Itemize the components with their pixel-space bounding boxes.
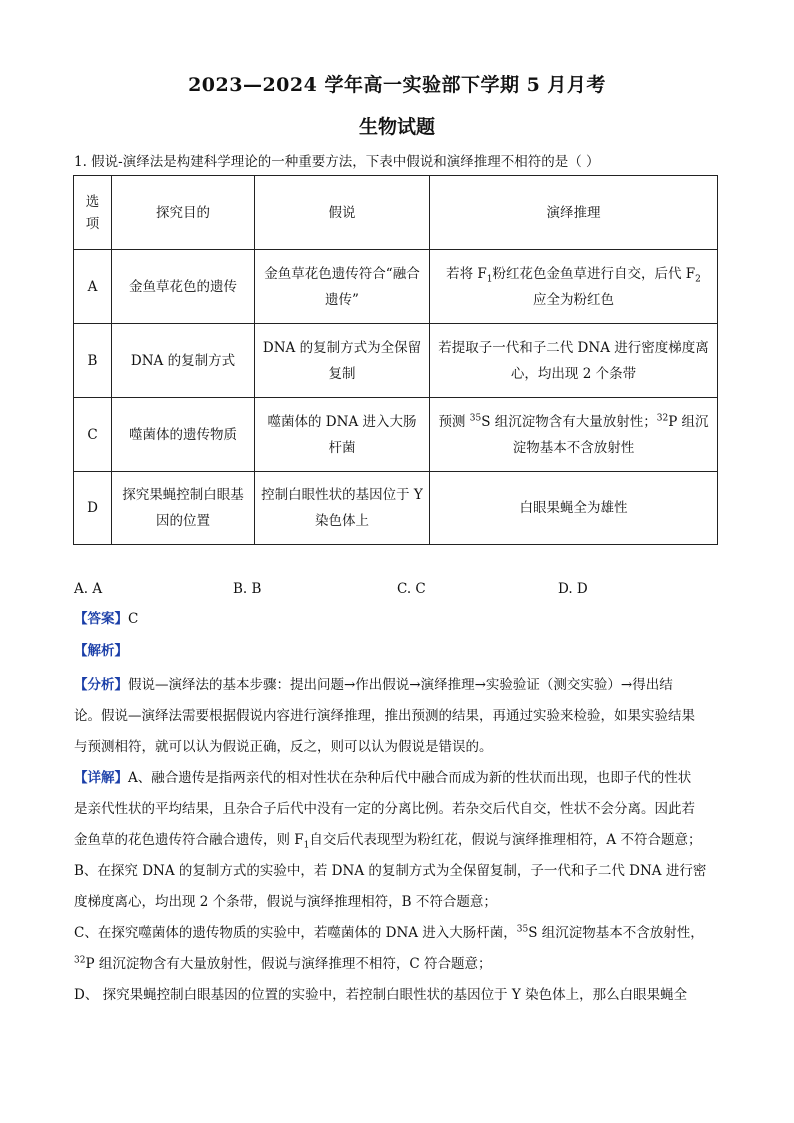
detail-text: A、融合遗传是指两亲代的相对性状在杂种后代中融合而成为新的性状而出现，也即子代的性状 bbox=[128, 770, 692, 786]
question-stem: 1. 假说-演绎法是构建科学理论的一种重要方法，下表中假说和演绎推理不相符的是（ ） bbox=[74, 154, 600, 170]
cell-option: A bbox=[74, 250, 112, 324]
subscript: 1 bbox=[486, 274, 493, 285]
header-option: 选项 bbox=[85, 193, 100, 232]
detail-text: 自交后代表现型为粉红花，假说与演绎推理相符，A 不符合题意； bbox=[309, 832, 702, 848]
cell-purpose: 金鱼草花色的遗传 bbox=[112, 250, 255, 324]
fenxi-line-1 bbox=[74, 670, 722, 701]
detail-line-8: D、 探究果蝇控制白眼基因的位置的实验中，若控制白眼性状的基因位于 Y 染色体上，那么白眼果蝇全 bbox=[74, 987, 688, 1003]
superscript: 35 bbox=[469, 413, 482, 423]
deduction-part: P 组沉淀物基本不含放射性 bbox=[512, 413, 709, 456]
superscript: 32 bbox=[656, 413, 669, 423]
detail-line-4: B、在探究 DNA 的复制方式的实验中，若 DNA 的复制方式为全保留复制，子一代和子二代 DNA 进行密 bbox=[74, 863, 707, 879]
fenxi-line-3: 与预测相符，就可以认为假说正确，反之，则可以认为假说是错误的。 bbox=[74, 739, 493, 755]
cell-deduction: 若提取子一代和子二代 DNA 进行密度梯度离心，均出现 2 个条带 bbox=[430, 324, 718, 398]
superscript: 35 bbox=[516, 924, 529, 935]
detail-text: S 组沉淀物基本不含放射性， bbox=[528, 925, 704, 941]
table-row bbox=[74, 472, 718, 545]
table-row bbox=[74, 398, 718, 472]
detail-tag: 【详解】 bbox=[74, 770, 128, 786]
detail-text: 金鱼草的花色遗传符合融合遗传，则 F bbox=[74, 832, 304, 848]
cell-deduction: 白眼果蝇全为雄性 bbox=[430, 472, 718, 545]
cell-deduction bbox=[430, 398, 718, 472]
fenxi-tag: 【分析】 bbox=[74, 677, 128, 693]
subscript: 1 bbox=[303, 840, 310, 851]
table-header-row bbox=[74, 176, 718, 250]
option-b: B. B bbox=[233, 581, 262, 597]
deduction-part: S 组沉淀物含有大量放射性； bbox=[481, 413, 657, 430]
table-header-cell: 假说 bbox=[255, 176, 430, 250]
detail-line-6 bbox=[74, 918, 722, 949]
analysis-tag: 【解析】 bbox=[74, 643, 128, 659]
question-table bbox=[73, 175, 718, 545]
page-title: 2023—2024 学年高一实验部下学期 5 月月考 bbox=[188, 74, 606, 96]
deduction-part: 应全为粉红色 bbox=[533, 291, 614, 308]
option-d: D. D bbox=[558, 581, 588, 597]
cell-hypothesis: 金鱼草花色遗传符合“融合遗传” bbox=[255, 250, 430, 324]
detail-line-5: 度梯度离心，均出现 2 个条带，假说与演绎推理相符，B 不符合题意； bbox=[74, 894, 497, 910]
table-header-cell: 探究目的 bbox=[112, 176, 255, 250]
table-row bbox=[74, 250, 718, 324]
answer-value: C bbox=[128, 611, 139, 627]
cell-purpose: 探究果蝇控制白眼基因的位置 bbox=[112, 472, 255, 545]
cell-purpose: 噬菌体的遗传物质 bbox=[112, 398, 255, 472]
superscript: 32 bbox=[74, 955, 86, 966]
answer-line bbox=[74, 604, 722, 635]
detail-text: C、在探究噬菌体的遗传物质的实验中，若噬菌体的 DNA 进入大肠杆菌， bbox=[74, 925, 517, 941]
table-row bbox=[74, 324, 718, 398]
cell-deduction bbox=[430, 250, 718, 324]
cell-option: C bbox=[74, 398, 112, 472]
analysis-heading bbox=[74, 636, 722, 667]
detail-text: P 组沉淀物含有大量放射性，假说与演绎推理不相符，C 符合题意； bbox=[85, 956, 492, 972]
option-a: A. A bbox=[74, 581, 103, 597]
cell-option: B bbox=[74, 324, 112, 398]
cell-hypothesis: 噬菌体的 DNA 进入大肠杆菌 bbox=[255, 398, 430, 472]
deduction-part: 预测 bbox=[438, 413, 470, 430]
cell-hypothesis: 控制白眼性状的基因位于 Y 染色体上 bbox=[255, 472, 430, 545]
detail-line-7 bbox=[74, 949, 722, 980]
page-subtitle: 生物试题 bbox=[358, 116, 435, 138]
deduction-part: 粉红花色金鱼草进行自交，后代 F bbox=[492, 265, 696, 282]
cell-hypothesis: DNA 的复制方式为全保留复制 bbox=[255, 324, 430, 398]
fenxi-text: 假说—演绎法的基本步骤：提出问题→作出假说→演绎推理→实验验证（测交实验）→得出结 bbox=[128, 677, 673, 693]
table-header-cell bbox=[74, 176, 112, 250]
detail-line-2: 是亲代性状的平均结果，且杂合子后代中没有一定的分离比例。若杂交后代自交，性状不会分离。因此若 bbox=[74, 801, 695, 817]
deduction-part: 若将 F bbox=[446, 265, 487, 282]
cell-purpose: DNA 的复制方式 bbox=[112, 324, 255, 398]
subscript: 2 bbox=[695, 274, 701, 285]
table-header-cell: 演绎推理 bbox=[430, 176, 718, 250]
detail-line-3 bbox=[74, 825, 722, 856]
cell-option: D bbox=[74, 472, 112, 545]
answer-tag: 【答案】 bbox=[74, 611, 128, 627]
option-c: C. C bbox=[397, 581, 426, 597]
fenxi-line-2: 论。假说—演绎法需要根据假说内容进行演绎推理，推出预测的结果，再通过实验来检验，如果实验结果 bbox=[74, 708, 695, 724]
detail-line-1 bbox=[74, 763, 722, 794]
